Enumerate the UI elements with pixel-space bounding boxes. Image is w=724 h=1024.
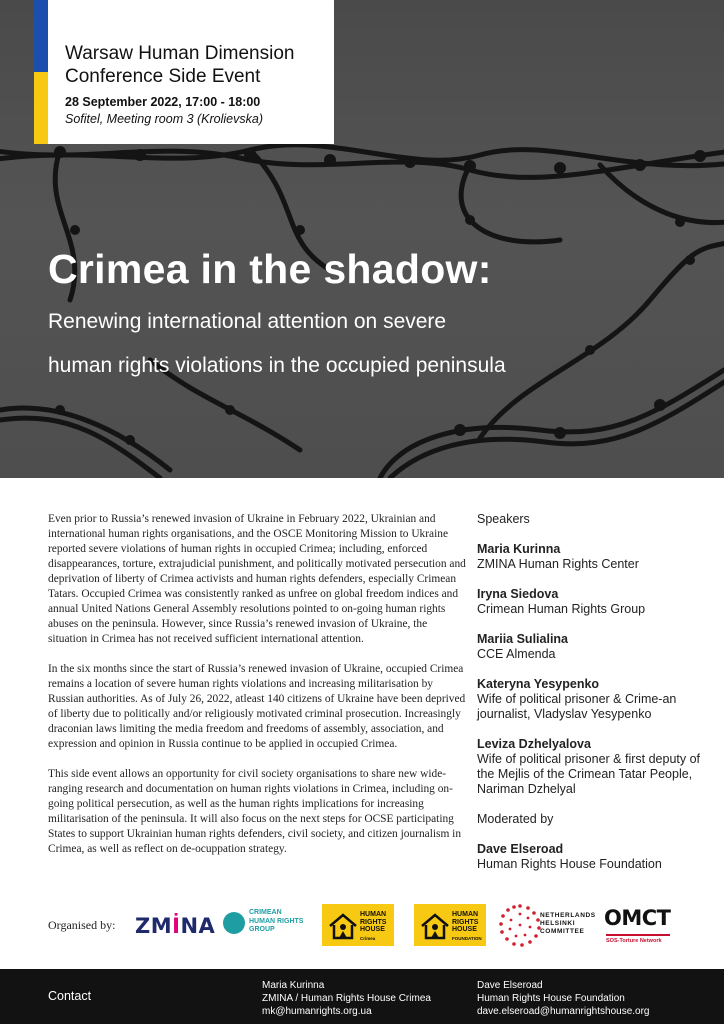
description-paragraph: This side event allows an opportunity for civil society organisations to share new wide-ranging research and documentation on human rights violations in Crimea, including on-going political persecution, as well as the human rights implications for increasing militarisation of the peninsula. It will also focus on the next steps for OCSE participating States to support Ukrainian human rights defenders, civil society, and citizen journalism in Crimea, as well as reflect on de-ocuppation strategy. [48,768,462,855]
organised-by-label: Organised by: [48,918,116,932]
event-date: 28 September 2022, 17:00 - 18:00 [65,95,261,109]
contact-email[interactable]: mk@humanrights.org.ua [262,1006,372,1017]
crimea-map-icon [223,912,245,934]
speaker-name: Mariia Sulialina [477,632,569,646]
speaker-name: Kateryna Yesypenko [477,677,600,691]
ukraine-flag-blue-stripe [34,0,48,72]
crimean-logo-text: CRIMEAN HUMAN RIGHTS GROUP [249,909,304,933]
event-title: Warsaw Human Dimension Conference Side Event [65,43,295,87]
hero-banner [0,0,724,478]
dotted-circle-icon [498,902,542,948]
speaker-role: ZMINA Human Rights Center [477,557,639,571]
zmina-logo-text: ZMİNA [135,914,216,938]
speakers-panel [477,512,717,887]
human-rights-house-foundation-logo [414,904,486,946]
contact-block [477,979,649,1018]
event-description [48,512,466,872]
moderated-by-label: Moderated by [477,812,554,826]
moderator-name: Dave Elseroad [477,842,564,856]
speakers-heading: Speakers [477,512,530,526]
footer [0,969,724,1024]
speaker-name: Maria Kurinna [477,542,561,556]
description-paragraph: Even prior to Russia’s renewed invasion of Ukraine in February 2022, Ukrainian and international human rights organisations, and the OSCE Monitoring Mission to Ukraine reported severe violations of human rights in occupied Crimea; including, enforced disappearances, torture, extrajudicial punishment, and politically motivated persecution and deprivation of liberty of Crimea activists and human rights defenders, especially Crimean Tatars. Occupied Crimea was consistently ranked as unfree on global freedom indices and annual United Nations General Assembly resolutions pointed to on-going human rights abuses on the peninsula. However, since Russia’s renewed invasion of Ukraine, the situation in Crimea has not received sufficient international attention. [48,513,466,645]
hero-subtitle-line2: human rights violations in the occupied peninsula [48,354,506,377]
speaker-entry [477,677,717,722]
crimean-human-rights-group-logo [223,909,313,941]
contact-label: Contact [48,989,92,1003]
moderator-role: Human Rights House Foundation [477,857,662,871]
event-info-box [34,0,334,144]
hrh-logo-subtext: Crimea [360,936,376,941]
omct-logo-bar [606,934,670,936]
contact-name: Maria Kurinna [262,980,325,991]
speaker-role: Wife of political prisoner & first deputy of the Mejlis of the Crimean Tatar People, Nariman Dzhelyal [477,752,701,796]
description-paragraph: In the six months since the start of Russia’s renewed invasion of Ukraine, occupied Crimea remains a location of severe human rights violations and increasing militarisation by Russian authorities. As of July 26, 2022, atleast 140 citizens of Ukraine have been deprived of liberty due to politically and/or religiously motivated criminal prosecution. Increasingly draconian laws limiting the media freedom and freedoms of assembly, association, and expression and opinion in Russia continue to be applied in occupied Crimea. [48,663,466,750]
speaker-role: CCE Almenda [477,647,556,661]
speaker-entry [477,737,717,797]
speaker-name: Leviza Dzhelyalova [477,737,591,751]
speaker-role: Crimean Human Rights Group [477,602,646,616]
hrh-logo-subtext: FOUNDATION [452,936,482,941]
contact-org: Human Rights House Foundation [477,993,625,1004]
contact-block [262,979,431,1018]
human-rights-house-crimea-logo [322,904,394,946]
contact-email[interactable]: dave.elseroad@humanrightshouse.org [477,1006,650,1017]
netherlands-helsinki-committee-logo [498,902,594,948]
speaker-entry [477,542,717,572]
event-venue: Sofitel, Meeting room 3 (Krolievska) [65,112,263,126]
speaker-entry [477,587,717,617]
zmina-logo [135,911,216,941]
hrh-logo-text: HUMAN RIGHTS HOUSE [452,911,479,933]
omct-logo-subtext: SOS-Torture Network [606,938,662,944]
omct-logo-text: OMCT [604,906,671,930]
hero-subtitle-line1: Renewing international attention on severe [48,310,447,333]
speaker-entry [477,632,717,662]
speaker-name: Iryna Siedova [477,587,559,601]
speaker-role: Wife of political prisoner & Crime-an journalist, Vladyslav Yesypenko [477,692,677,721]
ukraine-flag-yellow-stripe [34,72,48,144]
contact-name: Dave Elseroad [477,980,543,991]
contact-org: ZMINA / Human Rights House Crimea [262,993,431,1004]
moderator-entry [477,842,717,872]
house-icon [328,912,358,940]
omct-logo [604,906,674,946]
hero-title: Crimea in the shadow: [48,246,492,292]
nhc-logo-text: NETHERLANDS HELSINKI COMMITTEE [540,912,596,935]
hrh-logo-text: HUMAN RIGHTS HOUSE [360,911,387,933]
house-icon [420,912,450,940]
